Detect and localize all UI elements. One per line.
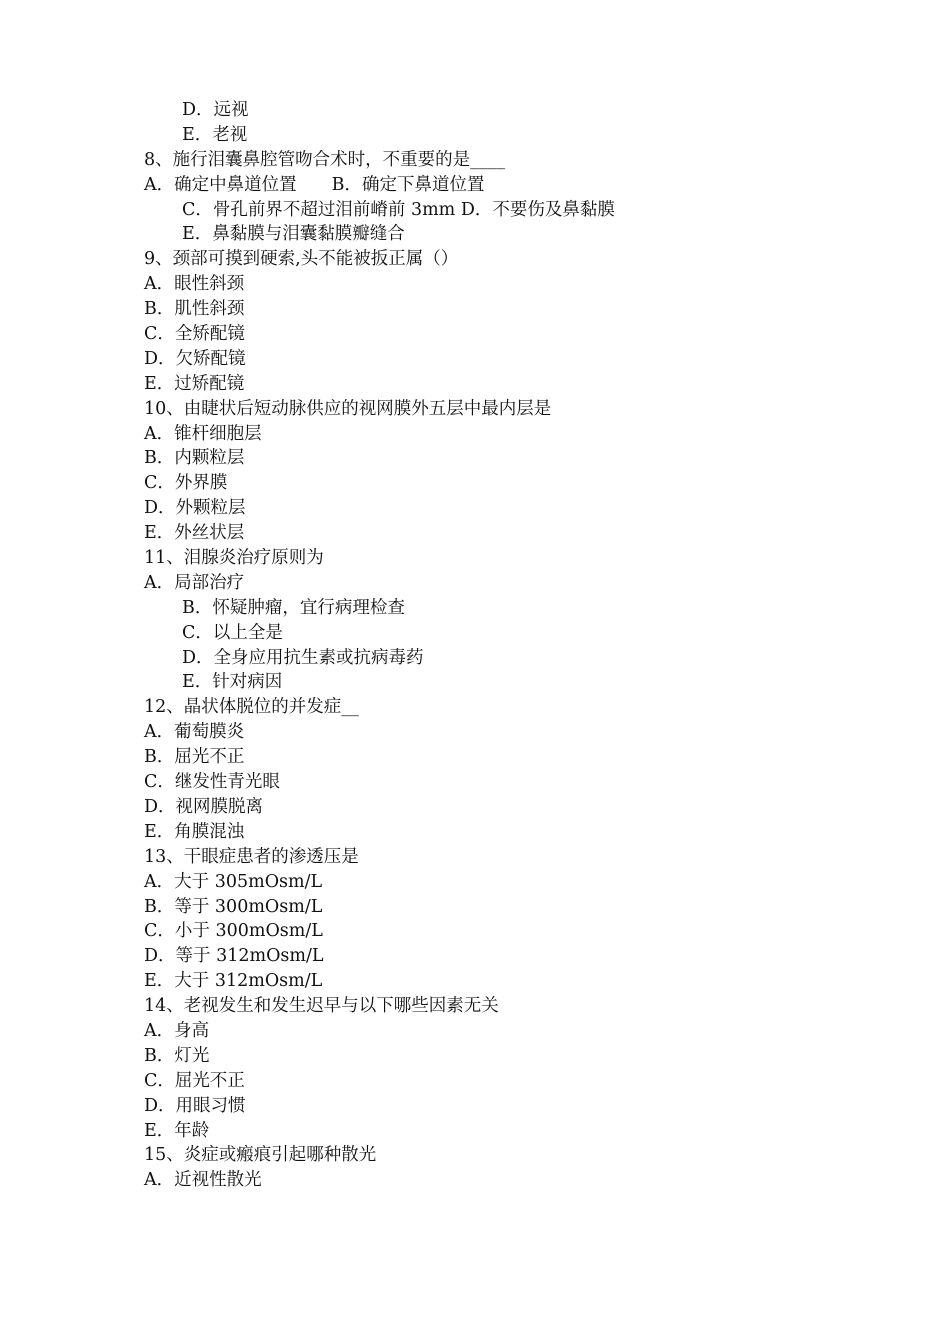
answer-option: D．远视 <box>182 100 249 120</box>
answer-option: A．葡萄膜炎 <box>144 722 245 743</box>
answer-option: C．骨孔前界不超过泪前嵴前 3mm D．不要伤及鼻黏膜 <box>182 199 615 220</box>
answer-option: E．过矫配镜 <box>144 373 245 394</box>
answer-option: E．外丝状层 <box>144 523 245 544</box>
answer-option: B．等于 300mOsm/L <box>144 896 323 917</box>
answer-option: C．以上全是 <box>182 622 283 643</box>
document-page <box>0 98 950 1193</box>
answer-option: E．老视 <box>182 124 248 145</box>
question-text: 8、施行泪囊鼻腔管吻合术时，不重要的是____ <box>144 149 506 170</box>
answer-option: D．外颗粒层 <box>144 498 246 519</box>
answer-option: E．大于 312mOsm/L <box>144 971 323 992</box>
answer-option: E．针对病因 <box>182 672 283 693</box>
question-text: 12、晶状体脱位的并发症__ <box>144 697 359 718</box>
answer-option: E．鼻黏膜与泪囊黏膜瓣缝合 <box>182 224 405 245</box>
question-text: 14、老视发生和发生迟早与以下哪些因素无关 <box>144 996 499 1017</box>
answer-option: A．大于 305mOsm/L <box>144 871 323 892</box>
answer-option: E．年龄 <box>144 1120 210 1141</box>
answer-option: D．欠矫配镜 <box>144 348 246 369</box>
answer-option: A．近视性散光 <box>144 1170 262 1191</box>
answer-option: B．内颗粒层 <box>144 448 245 469</box>
answer-option: C．小于 300mOsm/L <box>144 921 323 942</box>
answer-option: C．屈光不正 <box>144 1070 245 1091</box>
answer-option: A．身高 <box>144 1020 210 1041</box>
question-text: 9、颈部可摸到硬索,头不能被扳正属（） <box>144 249 459 270</box>
answer-option: B．肌性斜颈 <box>144 299 245 320</box>
answer-option: D．用眼习惯 <box>144 1095 246 1116</box>
answer-option: B．灯光 <box>144 1045 210 1066</box>
answer-option: D．等于 312mOsm/L <box>144 946 324 967</box>
answer-option: D．视网膜脱离 <box>144 796 264 817</box>
question-text: 13、干眼症患者的渗透压是 <box>144 846 359 867</box>
answer-option: A．局部治疗 <box>144 572 245 593</box>
answer-option: E．角膜混浊 <box>144 821 245 842</box>
answer-option: A．眼性斜颈 <box>144 274 245 295</box>
answer-option: D．全身应用抗生素或抗病毒药 <box>182 647 424 668</box>
question-text: 10、由睫状后短动脉供应的视网膜外五层中最内层是 <box>144 398 552 419</box>
question-text: 15、炎症或瘢痕引起哪种散光 <box>144 1145 377 1166</box>
answer-option: C．外界膜 <box>144 473 228 494</box>
question-text: 11、泪腺炎治疗原则为 <box>144 548 324 569</box>
answer-option: A．锥杆细胞层 <box>144 423 262 444</box>
answer-option: B．怀疑肿瘤，宜行病理检查 <box>182 597 405 618</box>
answer-option: A．确定中鼻道位置 B．确定下鼻道位置 <box>144 174 485 195</box>
answer-option: C．继发性青光眼 <box>144 772 280 793</box>
answer-option: B．屈光不正 <box>144 747 245 768</box>
answer-option: C．全矫配镜 <box>144 324 245 345</box>
